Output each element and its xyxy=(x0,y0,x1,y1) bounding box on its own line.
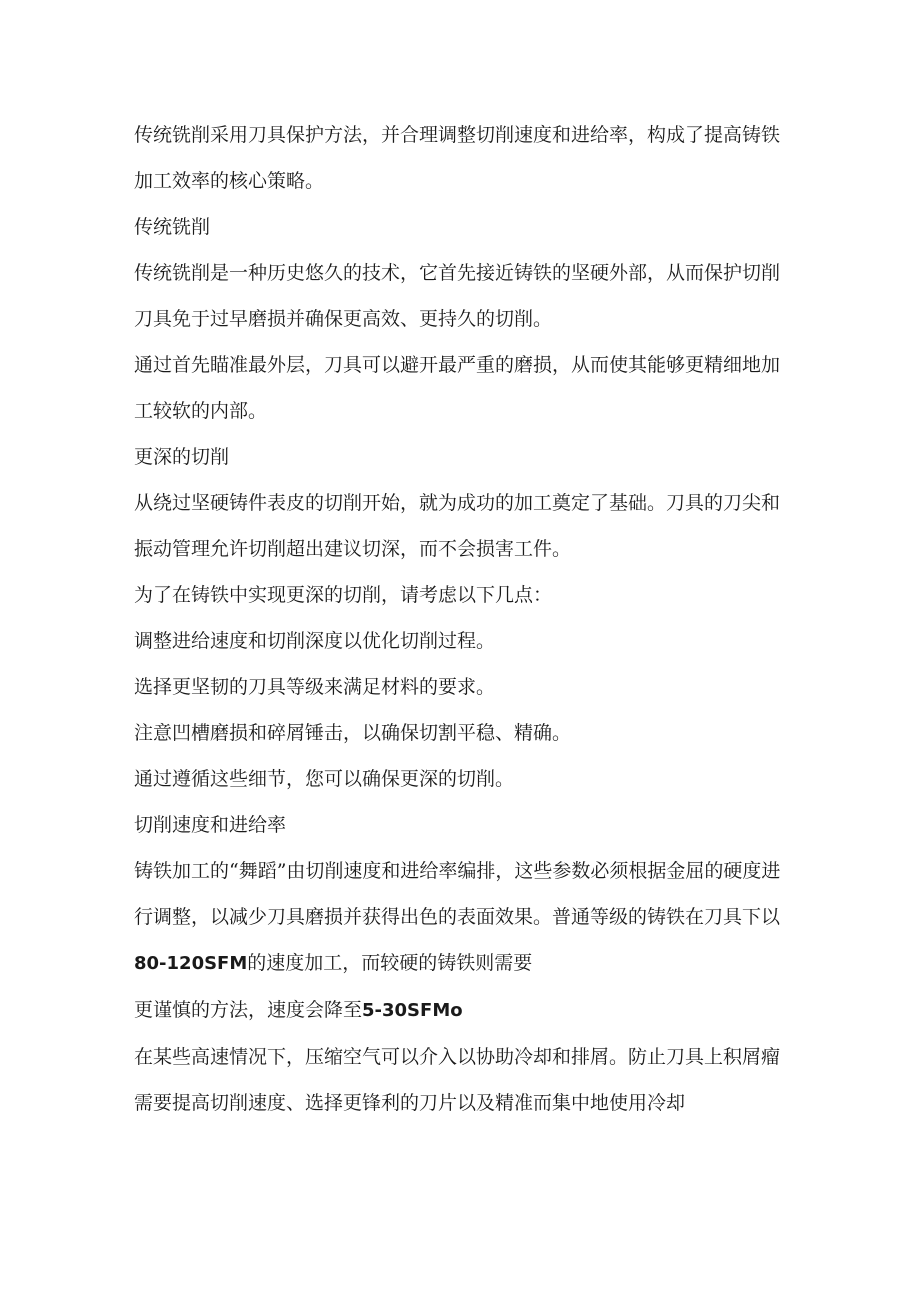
consideration-item-feed: 调整进给速度和切削深度以优化切削过程。 xyxy=(134,630,496,652)
speed-feed-text-2: 的速度加工，而较硬的铸铁则需要 xyxy=(247,952,533,974)
document-body xyxy=(134,112,794,1126)
consideration-item-wear: 注意凹槽磨损和碎屑锤击，以确保切割平稳、精确。 xyxy=(134,722,572,744)
heading-traditional-milling: 传统铣削 xyxy=(134,216,211,238)
outer-layer-paragraph: 通过首先瞄准最外层，刀具可以避开最严重的磨损，从而使其能够更精细地加工较软的内部。 xyxy=(134,354,781,422)
considerations-summary: 通过遵循这些细节，您可以确保更深的切削。 xyxy=(134,768,515,790)
speed-range-hard: 5-30SFMo xyxy=(362,1000,463,1021)
traditional-milling-paragraph: 传统铣削是一种历史悠久的技术，它首先接近铸铁的坚硬外部，从而保护切削刀具免于过早磨损并确保更高效、更持久的切削。 xyxy=(134,262,781,330)
consideration-item-grade: 选择更坚韧的刀具等级来满足材料的要求。 xyxy=(134,676,496,698)
heading-deeper-cuts: 更深的切削 xyxy=(134,446,230,468)
speed-feed-text-1: 铸铁加工的“舞蹈”由切削速度和进给率编排，这些参数必须根据金屈的硬度进行调整，以减少刀具磨损并获得出色的表面效果。普通等级的铸铁在刀具下以 xyxy=(134,860,781,928)
compressed-air-paragraph: 在某些高速情况下，压缩空气可以介入以协助冷却和排屑。防止刀具上积屑瘤需要提高切削速度、选择更锋利的刀片以及精准而集中地使用冷却 xyxy=(134,1046,781,1114)
speed-feed-paragraph xyxy=(134,848,794,987)
speed-range-normal: 80-120SFM xyxy=(134,953,248,974)
intro-paragraph: 传统铣削采用刀具保护方法，并合理调整切削速度和进给率，构成了提高铸铁加工效率的核心策略。 xyxy=(134,124,781,192)
hard-iron-text: 更谨慎的方法，速度会降至 xyxy=(134,999,363,1021)
deeper-cuts-paragraph: 从绕过坚硬铸件表皮的切削开始，就为成功的加工奠定了基础。刀具的刀尖和振动管理允许切削超出建议切深，而不会损害工件。 xyxy=(134,492,781,560)
considerations-intro: 为了在铸铁中实现更深的切削，请考虑以下几点： xyxy=(134,584,553,606)
heading-speed-feed: 切削速度和进给率 xyxy=(134,814,287,836)
hard-iron-paragraph xyxy=(134,987,794,1034)
